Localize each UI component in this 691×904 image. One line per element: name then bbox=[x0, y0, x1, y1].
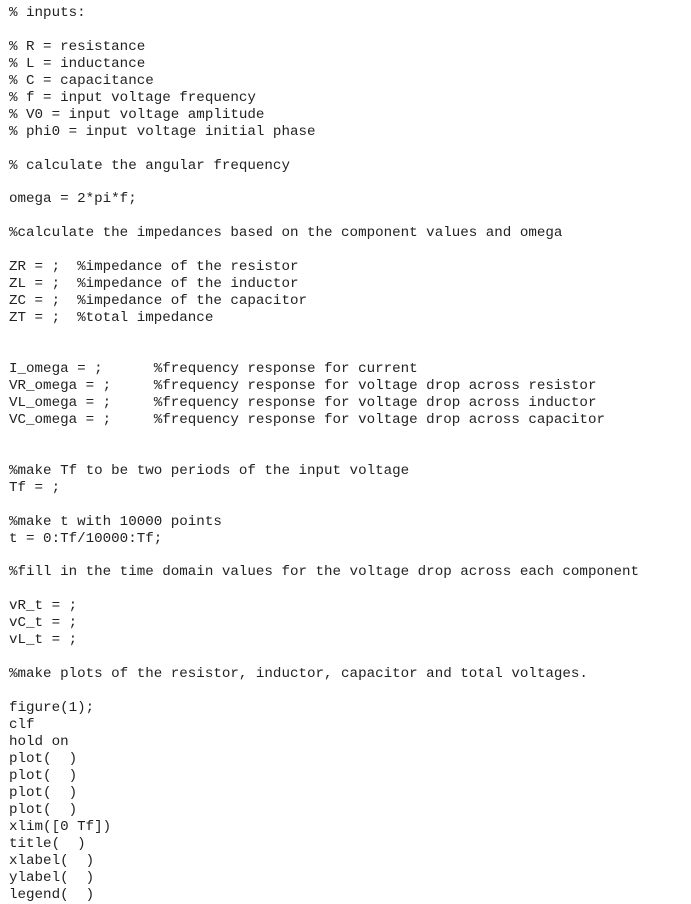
code-line bbox=[9, 497, 689, 514]
code-line: vL_t = ; bbox=[9, 632, 78, 649]
code-line bbox=[9, 429, 689, 446]
code-line: %make t with 10000 points bbox=[9, 513, 222, 530]
code-line: vC_t = ; bbox=[9, 615, 78, 632]
code-line bbox=[9, 22, 689, 39]
code-line: plot( ) bbox=[9, 767, 78, 784]
code-line: % phi0 = input voltage initial phase bbox=[9, 123, 316, 140]
code-line: omega = 2*pi*f; bbox=[9, 191, 137, 208]
code-line: plot( ) bbox=[9, 801, 78, 818]
code-line bbox=[9, 242, 689, 259]
code-line: xlabel( ) bbox=[9, 852, 95, 869]
code-line: %calculate the impedances based on the component values and omega bbox=[9, 225, 563, 242]
code-line: Tf = ; bbox=[9, 479, 61, 496]
code-line: xlim([0 Tf]) bbox=[9, 818, 112, 835]
code-line: VR_omega = ; %frequency response for voltage drop across resistor bbox=[9, 377, 597, 394]
code-line: % V0 = input voltage amplitude bbox=[9, 106, 265, 123]
code-line bbox=[9, 581, 689, 598]
code-line: hold on bbox=[9, 733, 69, 750]
code-line bbox=[9, 683, 689, 700]
code-line: ylabel( ) bbox=[9, 869, 95, 886]
code-line: vR_t = ; bbox=[9, 598, 78, 615]
code-line: ZL = ; %impedance of the inductor bbox=[9, 276, 299, 293]
code-line: I_omega = ; %frequency response for current bbox=[9, 361, 418, 378]
code-line: % inputs: bbox=[9, 5, 86, 21]
code-line: %make plots of the resistor, inductor, capacitor and total voltages. bbox=[9, 666, 588, 683]
code-line: % L = inductance bbox=[9, 55, 146, 72]
code-line bbox=[9, 446, 689, 463]
code-line: figure(1); bbox=[9, 700, 95, 717]
code-line: ZC = ; %impedance of the capacitor bbox=[9, 293, 307, 310]
code-line bbox=[9, 175, 689, 192]
code-line: VC_omega = ; %frequency response for voltage drop across capacitor bbox=[9, 411, 605, 428]
code-line bbox=[9, 327, 689, 344]
code-line bbox=[9, 548, 689, 565]
code-line: %fill in the time domain values for the voltage drop across each component bbox=[9, 564, 640, 581]
code-line: %make Tf to be two periods of the input voltage bbox=[9, 462, 410, 479]
code-line: plot( ) bbox=[9, 784, 78, 801]
code-line bbox=[9, 141, 689, 158]
code-document bbox=[9, 5, 689, 904]
code-line: title( ) bbox=[9, 835, 86, 852]
code-line: clf bbox=[9, 717, 35, 734]
code-line bbox=[9, 208, 689, 225]
code-line: legend( ) bbox=[9, 886, 95, 903]
code-line: % f = input voltage frequency bbox=[9, 89, 256, 106]
code-line: plot( ) bbox=[9, 750, 78, 767]
code-line: VL_omega = ; %frequency response for voltage drop across inductor bbox=[9, 394, 597, 411]
code-line: ZT = ; %total impedance bbox=[9, 310, 214, 327]
code-line: ZR = ; %impedance of the resistor bbox=[9, 259, 299, 276]
code-line: % R = resistance bbox=[9, 38, 146, 55]
code-line: t = 0:Tf/10000:Tf; bbox=[9, 530, 163, 547]
code-line bbox=[9, 649, 689, 666]
code-line: % C = capacitance bbox=[9, 72, 154, 89]
code-line bbox=[9, 344, 689, 361]
code-line: % calculate the angular frequency bbox=[9, 157, 290, 174]
